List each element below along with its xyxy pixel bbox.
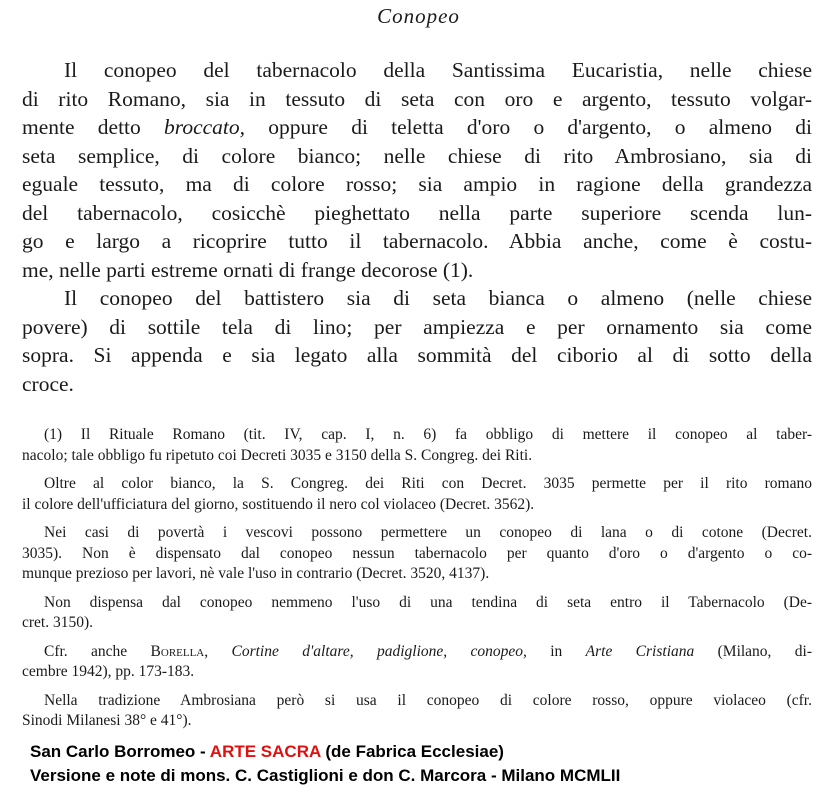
main-text: [22, 56, 812, 398]
journal-title: Arte Cristiana: [585, 642, 695, 660]
paragraph-2-line: sopra. Si appenda e sia legato alla sommità del ciborio al di sotto della: [22, 343, 812, 367]
paragraph-1-line: eguale tessuto, ma di colore rosso; sia ampio in ragione della grandezza: [22, 172, 812, 196]
paragraph-1-line: Il conopeo del tabernacolo della Santissima Eucaristia, nelle chiese: [64, 58, 812, 82]
caption-line-2: Versione e note di mons. C. Castiglioni e don C. Marcora - Milano MCMLII: [30, 766, 621, 785]
footnote-line: Oltre al color bianco, la S. Congreg. dei Riti con Decret. 3035 permette per il rito romano: [44, 475, 812, 492]
paragraph-1-line: di rito Romano, sia in tessuto di seta con oro e argento, tessuto volgar-: [22, 86, 812, 111]
footnote-line: munque prezioso per lavori, nè vale l'uso in contrario (Decret. 3520, 4137).: [22, 565, 490, 582]
text-run: Cfr. anche: [44, 642, 151, 660]
footnote-line: [22, 642, 812, 663]
footnote-line: (1) Il Rituale Romano (tit. IV, cap. I, n. 6) fa obbligo di mettere il conopeo al taber-: [44, 426, 812, 443]
footnotes: [22, 425, 812, 732]
italic-term: broccato,: [164, 115, 246, 139]
footnote-line: Nei casi di povertà i vescovi possono permettere un conopeo di lana o di cotone (Decret.: [44, 524, 812, 541]
paragraph-1-line: del tabernacolo, cosicchè pieghettato nella parte superiore scenda lun-: [22, 200, 812, 225]
text-run: oppure di teletta d'oro o d'argento, o almeno di: [245, 115, 812, 139]
text-run: mente detto: [22, 115, 164, 139]
footnote-line: cembre 1942), pp. 173-183.: [22, 663, 195, 680]
footnote-line: Nella tradizione Ambrosiana però si usa il conopeo di colore rosso, oppure violaceo (cfr.: [44, 691, 812, 709]
paragraph-2-line: povere) di sottile tela di lino; per ampiezza e per ornamento sia come: [22, 314, 812, 339]
text-run: (Milano, di-: [694, 642, 813, 660]
work-title: Cortine d'altare, padiglione, conopeo,: [231, 642, 527, 660]
paragraph-2-line: Il conopeo del battistero sia di seta bianca o almeno (nelle chiese: [64, 286, 812, 310]
text-run: in: [526, 642, 586, 660]
caption-subtitle: (de Fabrica Ecclesiae): [320, 742, 504, 761]
author-name: Borella: [150, 642, 205, 660]
footnote-line: Non dispensa dal conopeo nemmeno l'uso di una tendina di seta entro il Tabernacolo (De-: [44, 593, 812, 611]
caption-highlight: ARTE SACRA: [209, 742, 321, 761]
footnote-line: cret. 3150).: [22, 614, 94, 631]
text-run: ,: [204, 642, 232, 660]
caption-line-1: [30, 740, 820, 764]
footnote-line: 3035). Non è dispensato dal conopeo nessun tabernacolo per quanto d'oro o d'argento o co-: [22, 544, 812, 562]
paragraph-1-line: [22, 113, 812, 142]
footnote-line: nacolo; tale obbligo fu ripetuto coi Decreti 3035 e 3150 della S. Congreg. dei Riti.: [22, 446, 533, 464]
page-title: Conopeo: [377, 4, 460, 28]
paragraph-1-line: seta semplice, di colore bianco; nelle chiese di rito Ambrosiano, sia di: [22, 143, 812, 168]
source-caption: [30, 740, 820, 788]
paragraph-2-line: croce.: [22, 371, 74, 396]
footnote-line: Sinodi Milanesi 38° e 41°).: [22, 712, 192, 729]
footnote-line: il colore dell'ufficiatura del giorno, sostituendo il nero col violaceo (Decret. 3562).: [22, 495, 535, 513]
caption-author: San Carlo Borromeo -: [30, 742, 210, 761]
paragraph-1-line: go e largo a ricoprire tutto il tabernacolo. Abbia anche, come è costu-: [22, 229, 812, 253]
paragraph-1-line: me, nelle parti estreme ornati di frange decorose (1).: [22, 257, 474, 282]
